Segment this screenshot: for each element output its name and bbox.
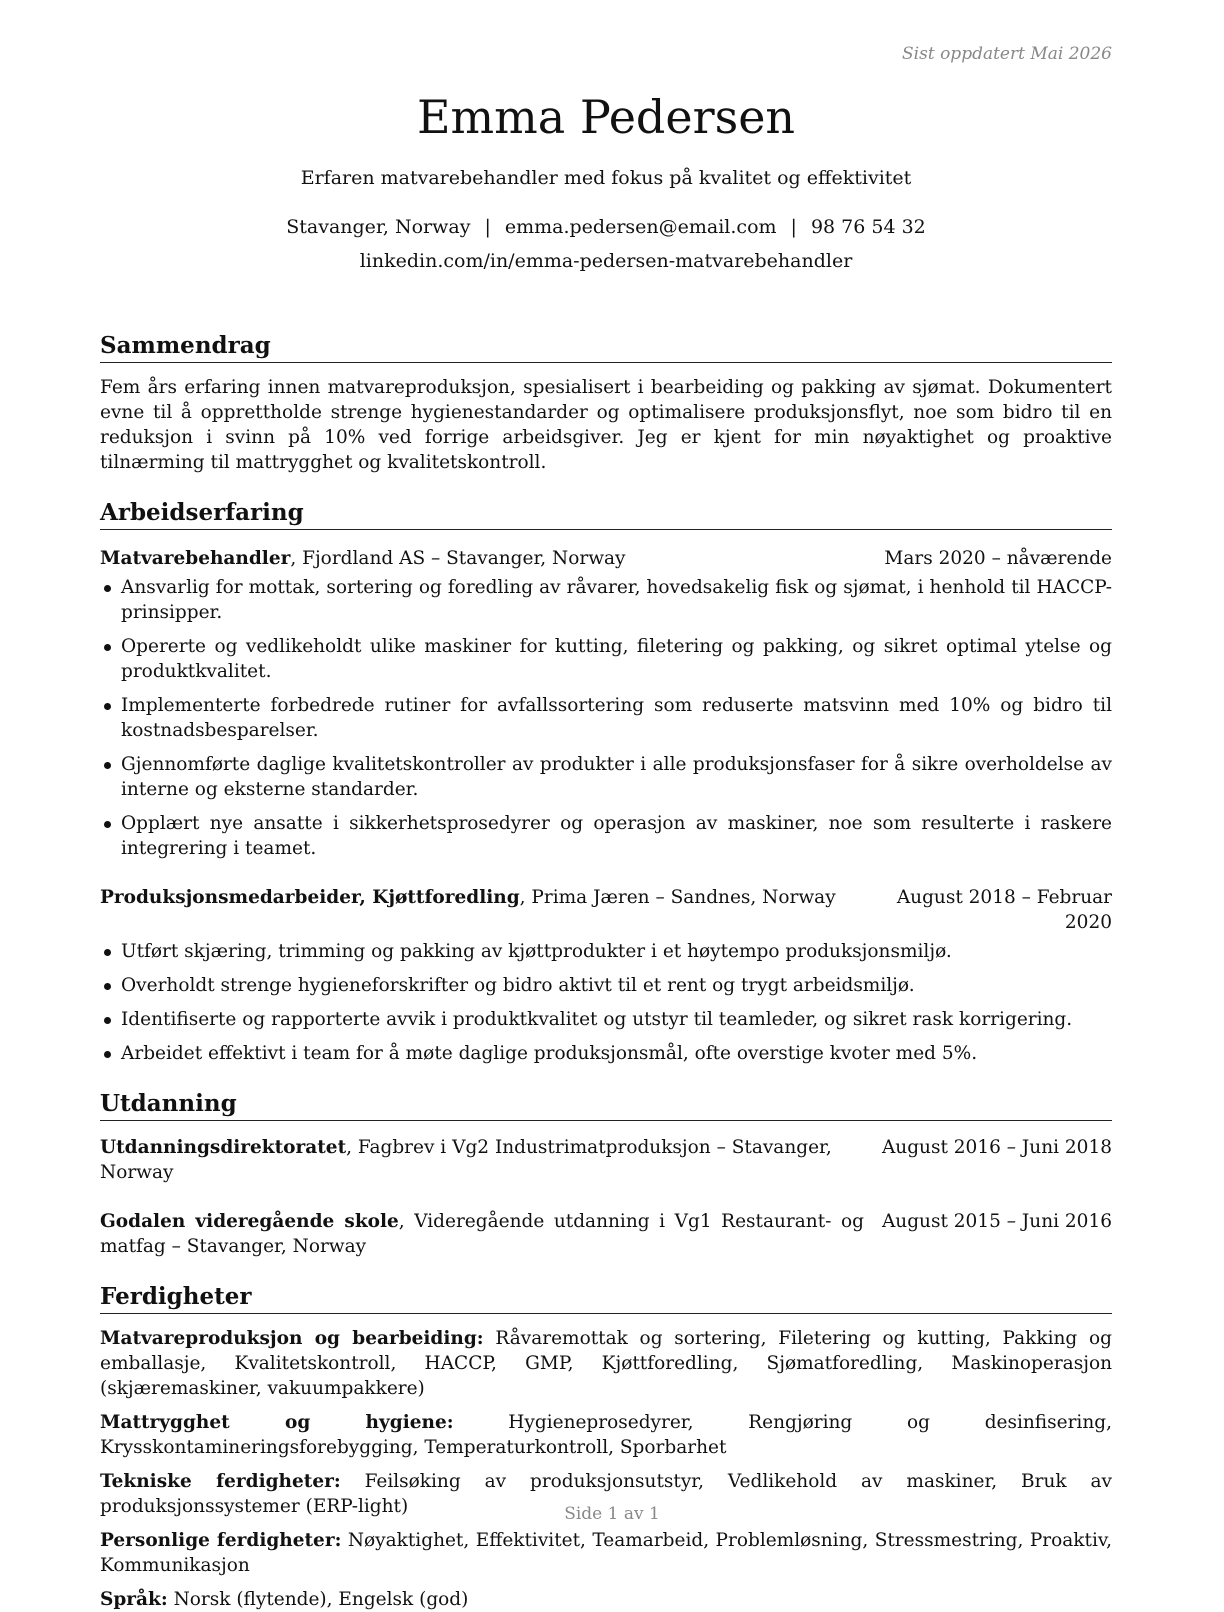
experience-section bbox=[100, 499, 1112, 1066]
education-dates: August 2015 – Juni 2016 bbox=[881, 1211, 1112, 1232]
skill-text: Norsk (flytende), Engelsk (god) bbox=[167, 1589, 469, 1610]
skill-label: Tekniske ferdigheter: bbox=[100, 1471, 341, 1492]
location: Stavanger, Norway bbox=[286, 216, 471, 238]
contact-info bbox=[100, 210, 1112, 278]
skill-label: Personlige ferdigheter: bbox=[100, 1530, 342, 1551]
last-updated: Sist oppdatert Mai 2026 bbox=[902, 44, 1112, 64]
skill-line bbox=[100, 1326, 1112, 1401]
list-item: Overholdt strenge hygieneforskrifter og bidro aktivt til et rent og trygt arbeidsmiljø. bbox=[100, 973, 1112, 998]
school-name: Utdanningsdirektoratet bbox=[100, 1137, 347, 1158]
education-dates: August 2016 – Juni 2018 bbox=[881, 1137, 1112, 1158]
section-title: Arbeidserfaring bbox=[100, 499, 1112, 530]
skill-label: Matvareproduksjon og bearbeiding: bbox=[100, 1328, 484, 1349]
job-role: Produksjonsmedarbeider, Kjøttforedling bbox=[100, 887, 520, 908]
list-item: Implementerte forbedrede rutiner for avfallssortering som reduserte matsvinn med 10% og bidro til kostnadsbesparelser. bbox=[100, 693, 1112, 743]
list-item: Arbeidet effektivt i team for å møte daglige produksjonsmål, ofte overstige kvoter med 5%. bbox=[100, 1041, 1112, 1066]
education-detail: , Videregående utdanning i Vg1 Restaurant- og matfag – Stavanger, Norway bbox=[100, 1211, 864, 1257]
page-number: Side 1 av 1 bbox=[564, 1504, 660, 1524]
summary-section bbox=[100, 332, 1112, 475]
section-title: Utdanning bbox=[100, 1090, 1112, 1121]
section-title: Sammendrag bbox=[100, 332, 1112, 363]
linkedin-link[interactable]: linkedin.com/in/emma-pedersen-matvarebehandler bbox=[359, 250, 853, 272]
separator: | bbox=[790, 216, 797, 238]
list-item: Gjennomførte daglige kvalitetskontroller av produkter i alle produksjonsfaser for å sikre overholdelse av interne og eksterne standarder. bbox=[100, 752, 1112, 802]
list-item: Opplært nye ansatte i sikkerhetsprosedyrer og operasjon av maskiner, noe som resulterte i raskere integrering i teamet. bbox=[100, 811, 1112, 861]
skill-text: Råvaremottak og sortering, Filetering og kutting, Pakking og emballasje, Kvalitetskontroll, HACCP, GMP, Kjøttforedling, Sjømatforedling, Maskinoperasjon (skjæremaskiner, vakuumpakkere) bbox=[100, 1328, 1112, 1399]
skill-label: Mattrygghet og hygiene: bbox=[100, 1412, 454, 1433]
education-section bbox=[100, 1090, 1112, 1259]
phone: 98 76 54 32 bbox=[810, 216, 926, 238]
education-item bbox=[100, 1209, 1112, 1259]
job-bullets bbox=[100, 575, 1112, 861]
list-item: Utført skjæring, trimming og pakking av kjøttprodukter i et høytempo produksjonsmiljø. bbox=[100, 939, 1112, 964]
skill-text: Hygieneprosedyrer, Rengjøring og desinfisering, Krysskontamineringsforebygging, Temperaturkontroll, Sporbarhet bbox=[100, 1412, 1112, 1458]
job-employer: , Fjordland AS – Stavanger, Norway bbox=[290, 548, 626, 569]
job-employer: , Prima Jæren – Sandnes, Norway bbox=[519, 887, 836, 908]
job-header bbox=[100, 546, 1112, 571]
section-title: Ferdigheter bbox=[100, 1283, 1112, 1314]
education-item bbox=[100, 1135, 1112, 1185]
job-header bbox=[100, 885, 1112, 935]
skill-line bbox=[100, 1410, 1112, 1460]
skills-section bbox=[100, 1283, 1112, 1612]
skill-label: Språk: bbox=[100, 1589, 168, 1610]
list-item: Opererte og vedlikeholdt ulike maskiner for kutting, filetering og pakking, og sikret optimal ytelse og produktkvalitet. bbox=[100, 634, 1112, 684]
summary-text: Fem års erfaring innen matvareproduksjon, spesialisert i bearbeiding og pakking av sjømat. Dokumentert evne til å opprettholde strenge hygienestandarder og optimalisere produksjonsflyt, noe som bidro til en reduksjon i svinn på 10% ved forrige arbeidsgiver. Jeg er kjent for min nøyaktighet og proaktive tilnærming til mattrygghet og kvalitetskontroll. bbox=[100, 377, 1112, 473]
job-bullets bbox=[100, 939, 1112, 1066]
skill-line bbox=[100, 1587, 1112, 1612]
list-item: Identifiserte og rapporterte avvik i produktkvalitet og utstyr til teamleder, og sikret rask korrigering. bbox=[100, 1007, 1112, 1032]
skill-text: Nøyaktighet, Effektivitet, Teamarbeid, Problemløsning, Stressmestring, Proaktiv, Kommunikasjon bbox=[100, 1530, 1113, 1576]
education-detail: , Fagbrev i Vg2 Industrimatproduksjon – Stavanger, Norway bbox=[100, 1137, 832, 1183]
tagline: Erfaren matvarebehandler med fokus på kvalitet og effektivitet bbox=[300, 167, 912, 189]
skill-text: Feilsøking av produksjonsutstyr, Vedlikehold av maskiner, Bruk av produksjonssystemer (ERP-light) bbox=[100, 1471, 1112, 1517]
job-dates: Mars 2020 – nåværende bbox=[884, 548, 1112, 569]
skill-line bbox=[100, 1528, 1112, 1578]
candidate-name: Emma Pedersen bbox=[416, 90, 796, 144]
job-dates: August 2018 – Februar 2020 bbox=[896, 887, 1112, 933]
email-link[interactable]: emma.pedersen@email.com bbox=[504, 216, 777, 238]
school-name: Godalen videregående skole bbox=[100, 1211, 399, 1232]
job-role: Matvarebehandler bbox=[100, 548, 291, 569]
list-item: Ansvarlig for mottak, sortering og foredling av råvarer, hovedsakelig fisk og sjømat, i henhold til HACCP-prinsipper. bbox=[100, 575, 1112, 625]
separator: | bbox=[484, 216, 491, 238]
